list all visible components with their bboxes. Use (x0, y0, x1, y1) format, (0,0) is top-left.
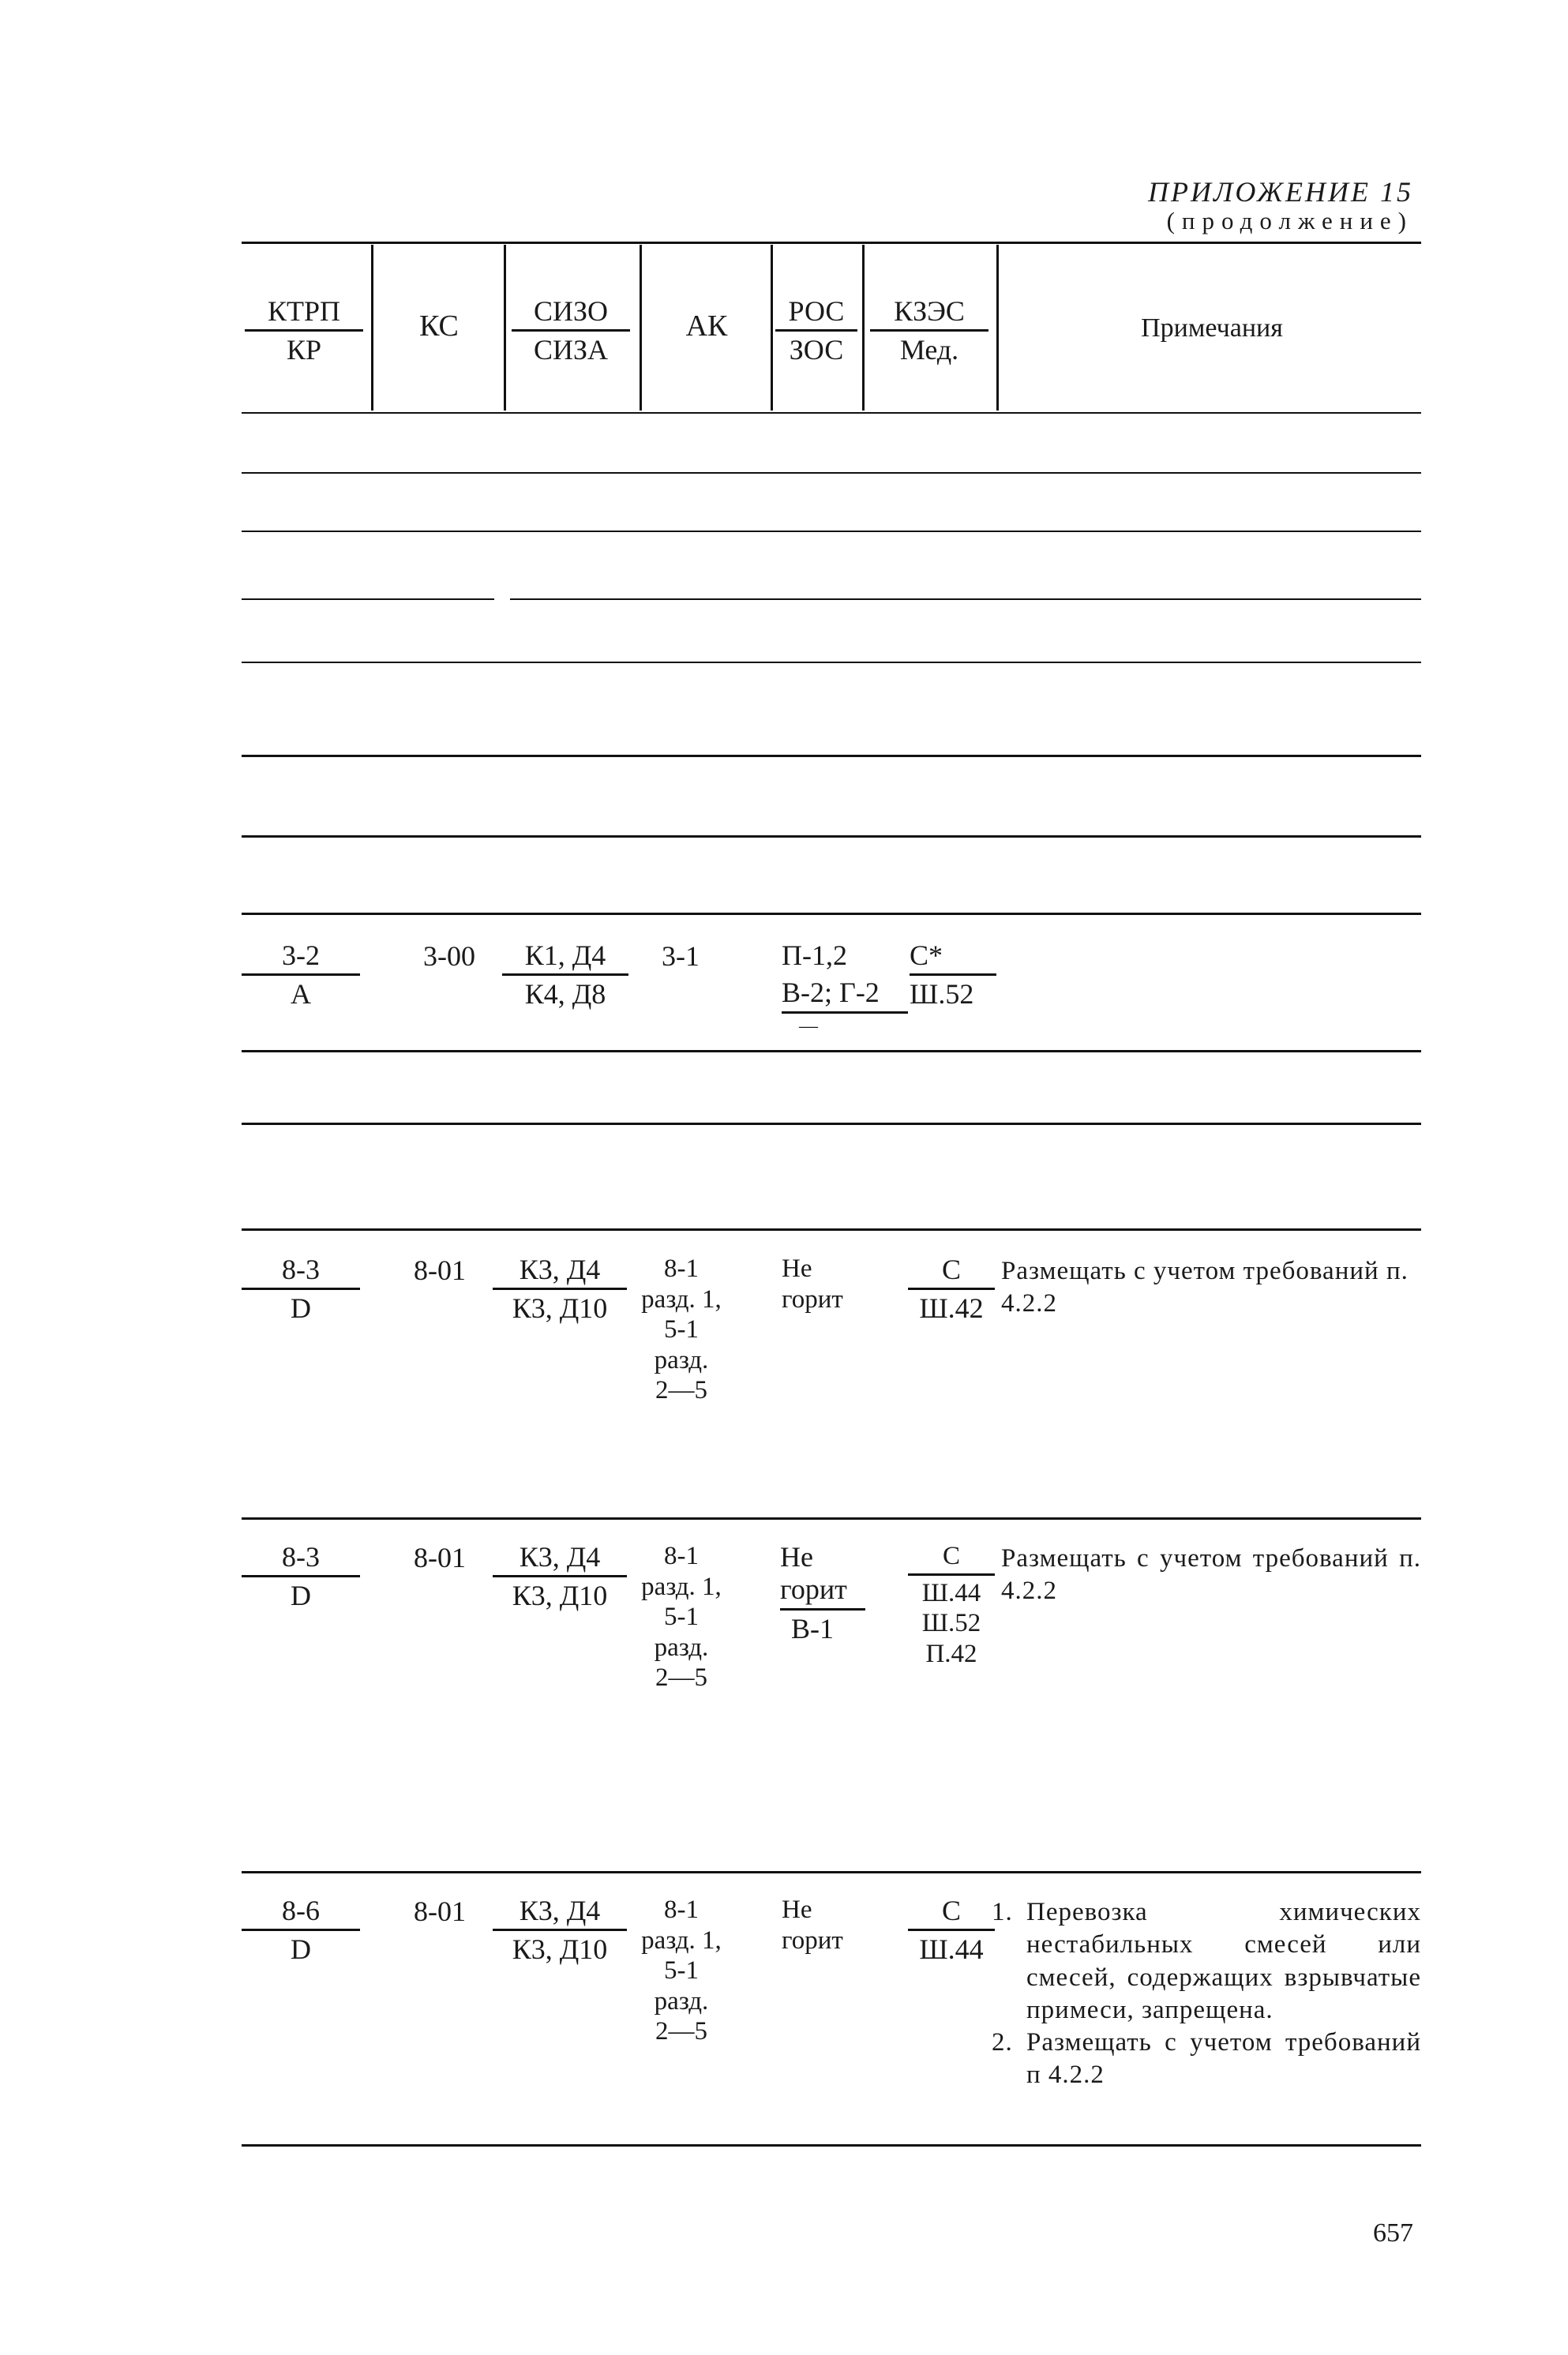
cell-ak-line: 2—5 (655, 1376, 707, 1405)
cell-ktrp: 8-3 (282, 1254, 320, 1285)
table-row-sizo-siza (502, 939, 628, 1011)
cell-siza: К3, Д10 (512, 1580, 608, 1612)
cell-ks: 8-01 (414, 1896, 466, 1927)
cell-ros: Не (780, 1541, 813, 1573)
cell-ak-line: разд. (654, 1633, 709, 1662)
cell-ak-line: разд. (654, 1345, 709, 1374)
table-row-ktrp-kr (242, 1541, 360, 1613)
fraction-bar (870, 329, 988, 332)
cell-ks: 8-01 (414, 1254, 466, 1286)
row-separator (242, 472, 1421, 474)
cell-ak-line: 2—5 (655, 2017, 707, 2046)
table-row-ktrp-kr (242, 939, 360, 1011)
cell-zos-extra: — (799, 1015, 818, 1037)
cell-ak-line: 8-1 (664, 1896, 699, 1924)
cell-kr: D (291, 1292, 311, 1325)
header-ros: РОС (788, 295, 845, 327)
cell-ros: П-1,2 (782, 939, 847, 971)
cell-ros: Не (782, 1896, 812, 1924)
cell-kzes: С (941, 1254, 961, 1285)
cell-ktrp: 3-2 (282, 939, 320, 971)
cell-siza: К3, Д10 (512, 1292, 608, 1325)
row-separator (510, 598, 1421, 600)
cell-med: Ш.44 (919, 1933, 984, 1966)
cell-ak-stack (628, 1254, 734, 1406)
row-separator (242, 662, 1421, 663)
row-separator (242, 412, 1421, 414)
appendix-subtitle: (продолжение) (1166, 207, 1413, 234)
cell-med: Ш.44 (921, 1578, 981, 1607)
fraction-bar (242, 973, 360, 976)
cell-ak-line: разд. (654, 1986, 709, 2016)
fraction-bar (512, 329, 630, 332)
fraction-bar (242, 1575, 360, 1577)
header-kzes-med (870, 295, 988, 367)
cell-notes: Размещать с учетом требований п. 4.2.2 (1001, 1257, 1409, 1318)
row-separator (242, 835, 1421, 838)
column-divider (771, 245, 773, 411)
cell-ros: горит (780, 1573, 847, 1606)
note-text: Перевозка химических нестабильных смесей или смесей, содержащих взрывчатые примеси, запрещена. (1026, 1898, 1421, 2024)
cell-ktrp: 8-6 (282, 1895, 320, 1926)
cell-kr: D (291, 1933, 311, 1966)
note-text: Размещать с учетом требований п 4.2.2 (1026, 2028, 1421, 2090)
cell-ks: 3-00 (423, 940, 475, 972)
table-row-sizo-siza (493, 1254, 627, 1326)
fraction-bar (493, 1575, 627, 1577)
note-item (992, 2027, 1421, 2092)
cell-ak-stack (628, 1541, 734, 1693)
fraction-bar (908, 1929, 995, 1931)
column-divider (640, 245, 642, 411)
header-sizo-siza (512, 295, 630, 367)
cell-ak-line: 5-1 (664, 1956, 699, 1986)
cell-med: П.42 (925, 1639, 977, 1668)
header-ktrp-kr (245, 295, 363, 367)
note-number: 2. (992, 2028, 1013, 2057)
cell-ak-line: 5-1 (664, 1603, 699, 1632)
cell-zos: В-2; Г-2 (782, 977, 880, 1009)
cell-ros: Не (782, 1254, 812, 1283)
row-separator (242, 1050, 1421, 1052)
cell-med: Ш.42 (919, 1292, 984, 1325)
cell-sizo: К1, Д4 (524, 939, 606, 971)
table-row-kzes-med (910, 939, 996, 1011)
table-row-kzes-med (908, 1895, 995, 1967)
cell-notes (992, 1896, 1421, 2092)
cell-ak-line: 8-1 (664, 1542, 699, 1570)
fraction-bar (908, 1573, 995, 1576)
cell-ak-line: 8-1 (664, 1254, 699, 1283)
header-kzes: КЗЭС (894, 295, 965, 327)
row-separator (242, 1123, 1421, 1125)
header-kr: КР (286, 334, 322, 366)
fraction-bar (245, 329, 363, 332)
column-divider (996, 245, 999, 411)
table-top-rule (242, 242, 1421, 244)
cell-ak-line: разд. 1, (641, 1284, 722, 1314)
column-divider (371, 245, 373, 411)
cell-siza: К4, Д8 (524, 978, 606, 1011)
cell-ak-stack (628, 1895, 734, 2047)
note-number: 1. (992, 1898, 1013, 1926)
table-row-kzes-med (908, 1254, 995, 1326)
cell-kr: D (291, 1580, 311, 1612)
row-separator (242, 755, 1421, 757)
cell-kzes-med-stack (908, 1541, 995, 1669)
cell-kzes: С* (910, 939, 943, 971)
cell-ktrp: 8-3 (282, 1541, 320, 1573)
header-notes: Примечания (1141, 313, 1283, 343)
cell-sizo: К3, Д4 (519, 1254, 601, 1285)
header-ks: КС (419, 309, 459, 343)
header-zos: ЗОС (789, 334, 844, 366)
cell-notes: Размещать с учетом требований п. 4.2.2 (1001, 1544, 1421, 1606)
cell-sizo: К3, Д4 (519, 1895, 601, 1926)
cell-med: Ш.52 (921, 1609, 981, 1638)
row-separator (242, 1871, 1421, 1873)
cell-ros: горит (782, 1926, 843, 1955)
cell-kr: А (291, 978, 311, 1011)
fraction-bar (242, 1288, 360, 1290)
cell-ak-line: 5-1 (664, 1315, 699, 1344)
fraction-bar (242, 1929, 360, 1931)
cell-ros: горит (782, 1284, 843, 1314)
row-separator (242, 598, 494, 600)
header-ktrp: КТРП (267, 295, 341, 327)
column-divider (504, 245, 506, 411)
table-bottom-rule (242, 2144, 1421, 2147)
header-ros-zos (775, 295, 857, 367)
table-row-ros-zos (780, 1541, 865, 1645)
cell-ak-line: разд. 1, (641, 1926, 722, 1955)
cell-ak: 3-1 (662, 940, 700, 972)
row-separator (242, 913, 1421, 915)
table-row-ros-zos (782, 939, 916, 1037)
fraction-bar (493, 1288, 627, 1290)
cell-kzes: С (941, 1895, 961, 1926)
header-siza: СИЗА (533, 334, 609, 366)
note-item (992, 1896, 1421, 2027)
cell-ks: 8-01 (414, 1542, 466, 1573)
header-med: Мед. (899, 334, 959, 366)
table-row-sizo-siza (493, 1895, 627, 1967)
header-ak: АК (685, 309, 728, 343)
fraction-bar (782, 1011, 908, 1014)
cell-ros-stack (782, 1895, 843, 1956)
fraction-bar (908, 1288, 995, 1290)
table-row-sizo-siza (493, 1541, 627, 1613)
cell-sizo: К3, Д4 (519, 1541, 601, 1573)
row-separator (242, 531, 1421, 532)
row-separator (242, 1517, 1421, 1520)
cell-ak-line: разд. 1, (641, 1572, 722, 1601)
table-row-ktrp-kr (242, 1254, 360, 1326)
cell-zos: В-1 (791, 1612, 834, 1644)
cell-ak-line: 2—5 (655, 1663, 707, 1693)
header-sizo: СИЗО (533, 295, 609, 327)
row-separator (242, 1228, 1421, 1231)
cell-siza: К3, Д10 (512, 1933, 608, 1966)
fraction-bar (502, 973, 628, 976)
fraction-bar (493, 1929, 627, 1931)
fraction-bar (910, 973, 996, 976)
column-divider (862, 245, 865, 411)
page-number: 657 (1373, 2218, 1413, 2248)
cell-kzes: С (942, 1542, 960, 1570)
appendix-title: ПРИЛОЖЕНИЕ 15 (1148, 176, 1413, 208)
cell-ros-stack (782, 1254, 843, 1314)
fraction-bar (780, 1608, 865, 1611)
fraction-bar (775, 329, 857, 332)
cell-med: Ш.52 (910, 978, 974, 1011)
table-row-ktrp-kr (242, 1895, 360, 1967)
